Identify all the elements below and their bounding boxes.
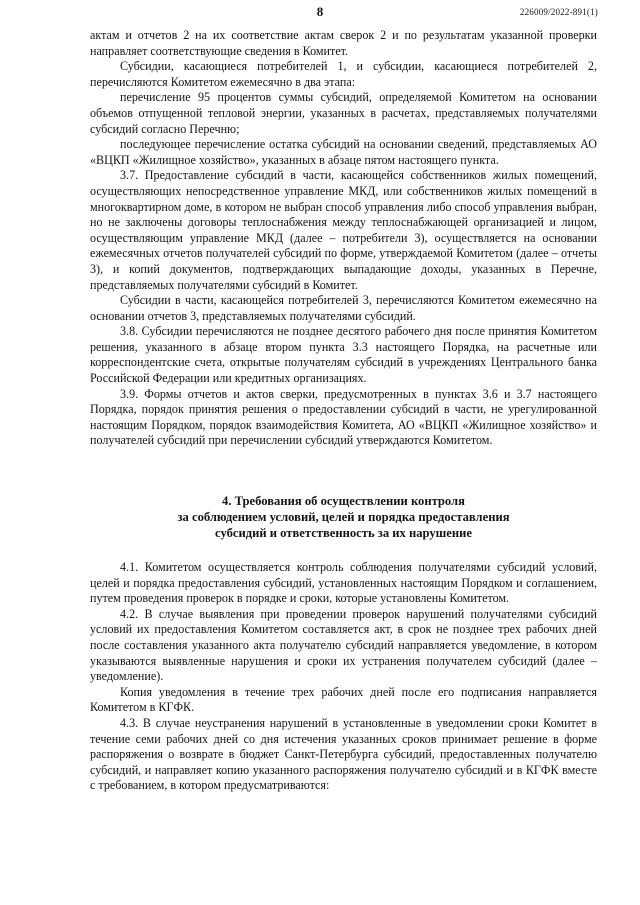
paragraph: Копия уведомления в течение трех рабочих дней после его подписания направляется Комитетом в КГФК. xyxy=(90,684,597,715)
page-number: 8 xyxy=(316,4,324,19)
paragraph: 4.2. В случае выявления при проведении проверок нарушений получателями субсидий условий их предоставления Комитетом составляется акт, в срок не позднее трех рабочих дней после составления указанного акта получателю субсидий направляется уведомление, в котором указываются выявленные нарушения и сроки их устранения получателем субсидий (далее – уведомление). xyxy=(90,606,597,684)
paragraph: Субсидии в части, касающейся потребителей 3, перечисляются Комитетом ежемесячно на основании отчетов 3, представляемых получателями субсидий. xyxy=(90,293,597,323)
section-heading-line: за соблюдением условий, целей и порядка предоставления xyxy=(177,510,510,525)
document-code: 226009/2022-891(1) xyxy=(519,7,598,17)
section-heading-line: субсидий и ответственность за их нарушение xyxy=(215,526,472,541)
paragraph: последующее перечисление остатка субсидий на основании сведений, представляемых АО «ВЦКП «Жилищное хозяйство», указанных в абзаце пятом настоящего пункта. xyxy=(90,137,597,167)
paragraph: перечисление 95 процентов суммы субсидий, определяемой Комитетом на основании объемов отпущенной тепловой энергии, указанных в расчетах, представляемых получателями субсидий согласно Перечню; xyxy=(90,90,597,136)
section-heading-line: 4. Требования об осуществлении контроля xyxy=(222,494,465,509)
paragraph: актам и отчетов 2 на их соответствие актам сверок 2 и по результатам указанной проверки направляет соответствующие сведения в Комитет. xyxy=(90,28,597,58)
document-body xyxy=(90,28,597,794)
paragraph: Субсидии, касающиеся потребителей 1, и субсидии, касающиеся потребителей 2, перечисляются Комитетом ежемесячно в два этапа: xyxy=(90,59,597,89)
paragraph: 3.8. Субсидии перечисляются не позднее десятого рабочего дня после принятия Комитетом решения, указанного в абзаце втором пункта 3.3 настоящего Порядка, на расчетные или корреспондентские счета, открытые получателям субсидий в учреждениях Центрального банка Российской Федерации или кредитных организациях. xyxy=(90,324,597,386)
paragraph: 4.3. В случае неустранения нарушений в установленные в уведомлении сроки Комитет в течение семи рабочих дней со дня истечения указанных сроков принимает решение в форме распоряжения о возврате в бюджет Санкт-Петербурга субсидий, предоставленных получателю субсидий, и направляет копию указанного распоряжения получателю субсидий и в КГФК вместе с требованием, в котором предусматриваются: xyxy=(90,715,597,793)
paragraph: 3.9. Формы отчетов и актов сверки, предусмотренных в пунктах 3.6 и 3.7 настоящего Порядка, порядок принятия решения о предоставлении субсидий в части, не урегулированной настоящим Порядком, порядок взаимодействия Комитета, АО «ВЦКП «Жилищное хозяйство» и получателей субсидий при перечислении субсидий утверждаются Комитетом. xyxy=(90,386,597,448)
paragraph: 3.7. Предоставление субсидий в части, касающейся собственников жилых помещений, осуществляющих непосредственное управление МКД, или собственников жилых помещений в многоквартирном доме, в котором не выбран способ управления либо способ управления выбран, но не заключены договоры теплоснабжения между теплоснабжающей организацией и лицом, осуществляющим управление МКД (далее – потребители 3), осуществляется на основании ежемесячных отчетов получателей субсидий по форме, утверждаемой Комитетом (далее – отчеты 3), и копий документов, подтверждающих выпадающие доходы, указанных в Перечне, представляемых получателями субсидий в Комитет. xyxy=(90,168,597,292)
section-heading xyxy=(90,493,597,541)
paragraph: 4.1. Комитетом осуществляется контроль соблюдения получателями субсидий условий, целей и порядка предоставления субсидий, установленных настоящим Порядком и соглашением, путем проведения проверок в порядке и сроки, которые установлены Комитетом. xyxy=(90,560,597,606)
